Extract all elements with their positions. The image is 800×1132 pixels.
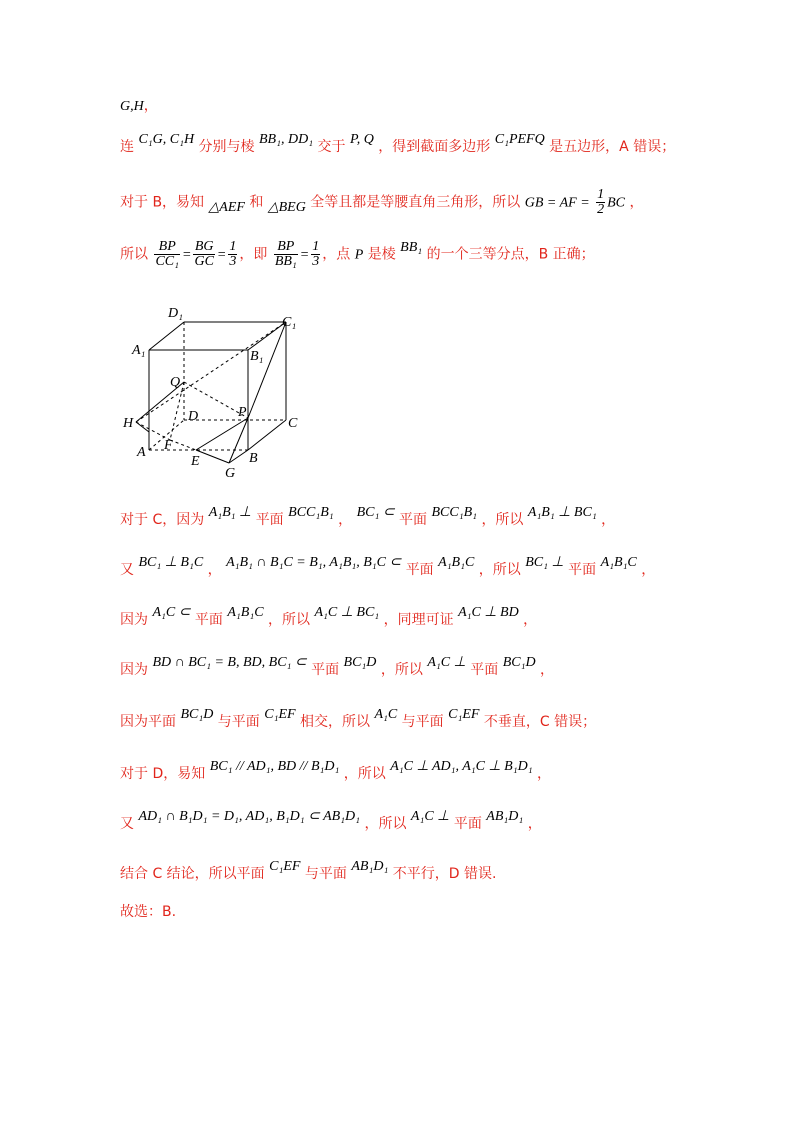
text-segment: 故选：B. [120, 904, 177, 920]
fraction-numerator: 1 [312, 239, 320, 254]
fraction-denominator: CC₁ [155, 254, 179, 269]
math-segment: AB₁D₁ [486, 809, 524, 824]
math-segment: P, Q [349, 132, 374, 147]
math-segment: BB₁, DD₁ [259, 132, 314, 147]
text-segment: 又 [120, 562, 134, 578]
label-B1: B₁ [250, 349, 264, 364]
math-segment: A₁B₁ ⊥ [208, 505, 252, 520]
text-segment: ， [338, 512, 353, 528]
text-segment: ，点 [322, 246, 351, 263]
math-segment: A₁B₁ ⊥ BC₁ [527, 505, 597, 520]
text-segment: 对于 D，易知 [120, 766, 206, 782]
text-line-5 [120, 555, 656, 581]
text-line-8 [120, 707, 597, 733]
fraction [596, 188, 605, 217]
math-segment: AD₁ ∩ B₁D₁ = D₁, AD₁, B₁D₁ ⊂ AB₁D₁ [138, 809, 361, 824]
text-segment: 对于 B，易知 [120, 194, 205, 211]
math-segment: = [182, 247, 192, 263]
text-segment: 和 [249, 194, 264, 211]
label-C: C [288, 416, 298, 431]
math-segment: A₁B₁C [227, 605, 264, 620]
label-Q: Q [170, 375, 181, 390]
text-segment: 连 [120, 139, 134, 155]
text-segment: 不平行，D 错误. [392, 866, 497, 882]
text-line-2 [120, 188, 643, 217]
fraction-numerator: 1 [597, 187, 605, 202]
hidden-segment-FE [170, 440, 196, 450]
hidden-segment-HC1 [136, 322, 286, 422]
text-segment: ， [641, 562, 656, 578]
text-segment: ， [629, 194, 644, 211]
text-segment: 交于 [317, 139, 346, 155]
text-segment: ， [207, 562, 222, 578]
math-segment: A₁C ⊥ BC₁ [314, 605, 380, 620]
fraction-denominator: 2 [597, 202, 605, 217]
text-segment: 平面 [470, 662, 499, 678]
edge-BC [248, 420, 286, 450]
text-segment: 所以 [120, 246, 148, 263]
math-segment: GB = AF = [524, 195, 590, 211]
text-segment: 与平面 [401, 714, 444, 730]
text-segment: 是五边形，A 错误； [549, 139, 676, 155]
math-segment: C₁G, C₁H [138, 132, 195, 147]
math-segment: A₁C ⊂ [152, 605, 191, 620]
math-segment: = [216, 247, 227, 263]
text-segment: 不垂直，C 错误； [483, 714, 597, 730]
label-C1: C₁ [282, 315, 297, 330]
math-segment: A₁C ⊥ [410, 809, 450, 824]
math-segment: C₁EF [448, 707, 480, 722]
math-segment: C₁PEFQ [494, 132, 545, 147]
label-E: E [191, 454, 200, 469]
segment-EP [196, 418, 248, 450]
text-segment: ，所以 [364, 816, 407, 832]
fraction-numerator: BP [274, 240, 298, 255]
math-segment: BC₁ ⊂ [356, 505, 395, 520]
text-segment: ，所以 [380, 662, 423, 678]
math-segment: BC₁D [180, 707, 214, 722]
text-segment: ，得到截面多边形 [378, 139, 491, 155]
math-segment: A₁C ⊥ AD₁, A₁C ⊥ B₁D₁ [390, 759, 533, 774]
math-segment: A₁B₁ ∩ B₁C = B₁, A₁B₁, B₁C ⊂ [226, 555, 402, 570]
math-segment: BC₁D [502, 655, 536, 670]
label-D: D [188, 409, 199, 424]
text-segment: 结合 C 结论，所以平面 [120, 866, 265, 882]
hidden-segment-QF [170, 382, 184, 440]
math-segment: AB₁D₁ [351, 859, 389, 874]
math-segment: C₁EF [269, 859, 301, 874]
math-segment: BC₁ ⊥ [525, 555, 564, 570]
text-line-1 [120, 132, 676, 158]
math-segment: A₁B₁C [438, 555, 475, 570]
text-segment: ， [143, 98, 158, 114]
math-segment: BC₁D [343, 655, 377, 670]
text-segment: ， [540, 662, 555, 678]
text-segment: 的一个三等分点，B 正确； [426, 246, 595, 263]
text-segment: ，所以 [481, 512, 524, 528]
fraction [311, 240, 320, 269]
fraction [193, 240, 214, 269]
label-H: H [123, 416, 134, 431]
text-segment: 全等且都是等腰直角三角形，所以 [310, 194, 521, 211]
math-segment: A₁C ⊥ BD [458, 605, 519, 620]
text-segment: ，即 [239, 246, 268, 263]
math-segment: BC₁ // AD₁, BD // B₁D₁ [209, 759, 340, 774]
label-P: P [238, 405, 247, 420]
text-segment: ， [601, 512, 616, 528]
text-line-9 [120, 759, 552, 785]
fraction-denominator: 3 [312, 254, 320, 269]
math-segment: BD ∩ BC₁ = B, BD, BC₁ ⊂ [152, 655, 307, 670]
fraction-numerator: BP [154, 240, 180, 255]
text-segment: 平面 [194, 612, 223, 628]
label-G: G [225, 466, 236, 480]
text-segment: ， [523, 612, 538, 628]
text-segment: 分别与棱 [198, 139, 255, 155]
text-segment: 平面 [399, 512, 428, 528]
fraction [228, 240, 237, 269]
label-A: A [137, 445, 146, 460]
label-B: B [249, 451, 258, 466]
math-segment: P [354, 247, 364, 263]
math-segment: BCC₁B₁ [288, 505, 334, 520]
text-segment: 平面 [255, 512, 284, 528]
text-segment: 与平面 [304, 866, 347, 882]
math-segment: A₁C ⊥ [427, 655, 466, 670]
text-segment: ，所以 [478, 562, 521, 578]
text-segment: ， [537, 766, 552, 782]
label-D1: D₁ [168, 306, 183, 321]
text-segment: 又 [120, 816, 134, 832]
fraction-denominator: BB₁ [274, 254, 297, 269]
fraction-denominator: 3 [229, 254, 237, 269]
math-segment: BC [607, 195, 625, 211]
math-segment: A₁C [374, 707, 398, 722]
text-line-6 [120, 605, 538, 631]
math-segment: BC₁ ⊥ B₁C [138, 555, 204, 570]
text-segment: ， [527, 816, 542, 832]
math-segment: = [299, 247, 310, 263]
fraction-denominator: GC [194, 254, 214, 269]
text-segment: 因为 [120, 662, 148, 678]
text-line-12 [120, 902, 176, 922]
fraction-numerator: BG [194, 239, 214, 254]
cube-figure [118, 300, 318, 480]
fraction-numerator: 1 [229, 239, 237, 254]
text-segment: 因为平面 [120, 714, 176, 730]
text-segment: 平面 [568, 562, 597, 578]
text-line-7 [120, 655, 555, 681]
fraction [274, 240, 298, 269]
text-segment: 平面 [311, 662, 340, 678]
text-segment: ，所以 [343, 766, 386, 782]
math-segment: △AEF [208, 199, 245, 215]
text-line-4 [120, 505, 616, 531]
math-segment: A₁B₁C [600, 555, 637, 570]
text-segment: 因为 [120, 612, 148, 628]
text-segment: 是棱 [367, 246, 396, 263]
label-F: F [164, 438, 173, 453]
text-segment: 相交，所以 [300, 714, 370, 730]
fraction [154, 240, 180, 269]
text-segment: 与平面 [217, 714, 260, 730]
math-segment: △BEG [267, 199, 306, 215]
text-segment: ，同理可证 [383, 612, 454, 628]
text-segment: ，所以 [268, 612, 310, 628]
text-line-11 [120, 859, 497, 885]
text-line-10 [120, 809, 542, 835]
math-segment: BCC₁B₁ [431, 505, 477, 520]
text-segment: 对于 C，因为 [120, 512, 205, 528]
math-segment: C₁EF [264, 707, 296, 722]
math-GH: G,H [120, 99, 144, 114]
math-segment: BB₁ [400, 239, 423, 255]
text-line-3 [120, 240, 595, 269]
edge-A1D1 [149, 322, 184, 350]
text-segment: 平面 [453, 816, 482, 832]
text-line-0 [120, 96, 158, 117]
text-segment: 平面 [405, 562, 434, 578]
segment-EG [196, 450, 229, 463]
label-A1: A₁ [132, 343, 146, 358]
